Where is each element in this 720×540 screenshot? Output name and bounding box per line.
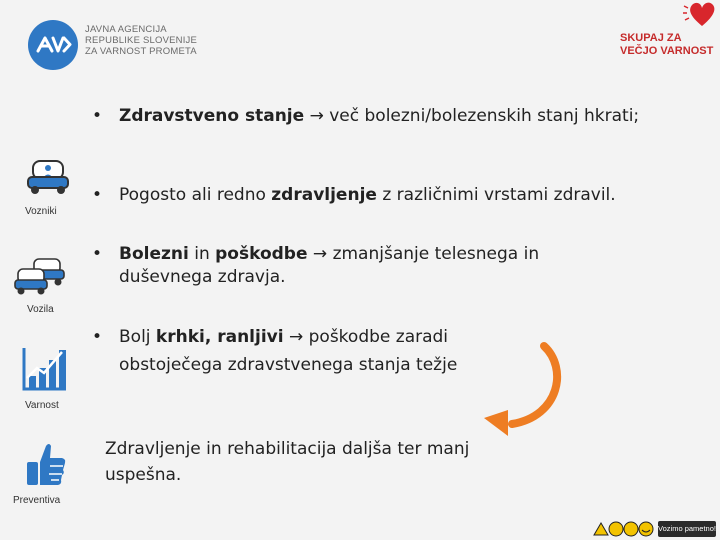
campaign-slogan: SKUPAJ ZA VEČJO VARNOST [620, 32, 714, 57]
bottom-campaign-strip [592, 518, 720, 540]
vozimo-pametno-badge: Vozimo pametno! [658, 521, 716, 537]
sidebar-label-varnost: Varnost [25, 400, 59, 411]
bullet-dot: • [92, 244, 103, 264]
campaign-logo [612, 0, 720, 70]
agency-logo [28, 20, 198, 70]
bullet-fragile: • Bolj krhki, ranljivi → poškodbe zaradi obstoječega zdravstvenega stanja težje [92, 323, 462, 379]
bullet-treatment: • Pogosto ali redno zdravljenje z različnimi vrstami zdravil. [92, 185, 616, 205]
bullet-dot: • [92, 106, 103, 126]
sidebar-label-preventiva: Preventiva [13, 495, 61, 506]
bullet-health-status: • Zdravstveno stanje → več bolezni/bolezenskih stanj hkrati; [92, 106, 640, 126]
conclusion-text: Zdravljenje in rehabilitacija daljša ter manj uspešna. [105, 439, 470, 485]
cars-icon [14, 255, 72, 297]
agency-name: JAVNA AGENCIJA REPUBLIKE SLOVENIJE ZA VARNOST PROMETA [85, 24, 198, 57]
avp-logo-mark [28, 20, 78, 70]
sidebar-label-vozila: Vozila [27, 304, 54, 315]
bullet-diseases-injuries: • Bolezni in poškodbe → zmanjšanje telesnega in duševnega zdravja. [92, 244, 540, 287]
curved-arrow-icon [478, 338, 578, 438]
rising-chart-icon [22, 346, 68, 392]
smiley-icons [592, 520, 656, 538]
heart-icon [682, 0, 720, 30]
sidebar-label-vozniki: Vozniki [25, 206, 57, 217]
thumbs-up-icon [24, 440, 68, 488]
driver-car-icon [25, 158, 73, 198]
bullet-dot: • [92, 185, 103, 205]
bullet-dot: • [92, 327, 103, 347]
